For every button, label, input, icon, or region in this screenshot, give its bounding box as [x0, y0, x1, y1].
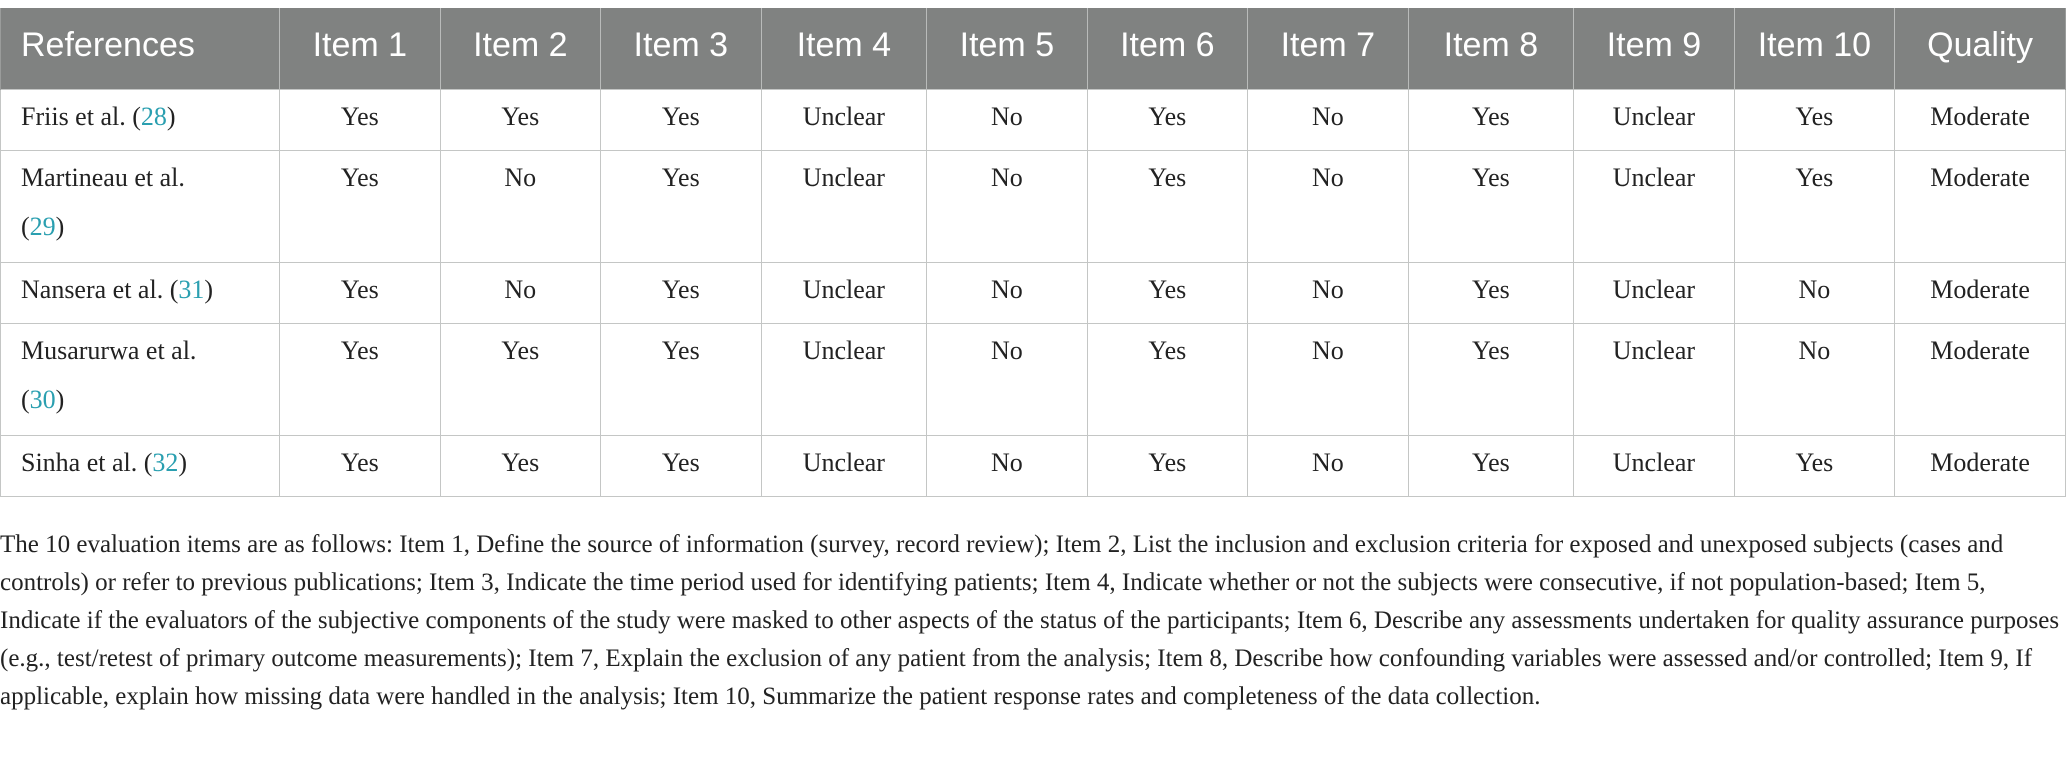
- item-cell: Unclear: [1574, 89, 1734, 150]
- item-cell: Yes: [601, 89, 761, 150]
- table-row: [1, 323, 2066, 435]
- item-cell: Yes: [601, 262, 761, 323]
- item-cell: Yes: [1087, 150, 1247, 262]
- reference-cell: [1, 435, 280, 496]
- item-cell: Yes: [1087, 89, 1247, 150]
- author-name: Nansera et al. (: [21, 274, 179, 304]
- citation-link[interactable]: 30: [29, 384, 56, 414]
- item-cell: Yes: [440, 89, 600, 150]
- table-row: [1, 89, 2066, 150]
- item-cell: No: [440, 150, 600, 262]
- author-close: ): [55, 384, 65, 414]
- item-cell: Yes: [280, 262, 440, 323]
- reference-cell: [1, 262, 280, 323]
- header-item-1: Item 1: [280, 8, 440, 89]
- item-cell: No: [927, 323, 1087, 435]
- item-cell: No: [927, 435, 1087, 496]
- item-cell: Yes: [1408, 262, 1574, 323]
- item-cell: Yes: [1734, 150, 1894, 262]
- author-close: ): [204, 274, 214, 304]
- author-close: ): [55, 211, 65, 241]
- reference-cell: [1, 323, 280, 435]
- table-footnote: The 10 evaluation items are as follows: Item 1, Define the source of information (survey, record review); Item 2, List the inclusion and exclusion criteria for exposed and unexposed subjects (cases and controls) or refer to previous publications; Item 3, Indicate the time period used for identifying patients; Item 4, Indicate whether or not the subjects were consecutive, if not population-based; Item 5, Indicate if the evaluators of the subjective components of the study were masked to other aspects of the status of the participants; Item 6, Describe any assessments undertaken for quality assurance purposes (e.g., test/retest of primary outcome measurements); Item 7, Explain the exclusion of any patient from the analysis; Item 8, Describe how confounding variables were assessed and/or controlled; Item 9, If applicable, explain how missing data were handled in the analysis; Item 10, Summarize the patient response rates and completeness of the data collection.: [0, 531, 2060, 710]
- item-cell: Yes: [440, 435, 600, 496]
- table-row: [1, 435, 2066, 496]
- item-cell: Yes: [280, 150, 440, 262]
- quality-assessment-table: [0, 8, 2066, 497]
- item-cell: Unclear: [1574, 150, 1734, 262]
- citation-link[interactable]: 31: [178, 274, 205, 304]
- item-cell: Yes: [1408, 435, 1574, 496]
- item-cell: Yes: [1734, 435, 1894, 496]
- item-cell: Unclear: [761, 150, 927, 262]
- item-cell: No: [1734, 323, 1894, 435]
- item-cell: No: [927, 89, 1087, 150]
- author-open: (: [21, 211, 30, 241]
- item-cell: No: [1248, 323, 1408, 435]
- citation-link[interactable]: 29: [29, 211, 56, 241]
- item-cell: Yes: [601, 435, 761, 496]
- item-cell: No: [927, 262, 1087, 323]
- item-cell: No: [440, 262, 600, 323]
- citation-link[interactable]: 28: [140, 101, 167, 131]
- quality-cell: Moderate: [1895, 435, 2066, 496]
- reference-cell: [1, 150, 280, 262]
- item-cell: Unclear: [761, 435, 927, 496]
- item-cell: No: [1248, 435, 1408, 496]
- author-close: ): [178, 447, 188, 477]
- quality-assessment-table-container: [0, 8, 2066, 497]
- header-item-6: Item 6: [1087, 8, 1247, 89]
- item-cell: No: [1248, 150, 1408, 262]
- item-cell: Unclear: [1574, 262, 1734, 323]
- item-cell: Yes: [1087, 262, 1247, 323]
- header-item-4: Item 4: [761, 8, 927, 89]
- item-cell: Yes: [440, 323, 600, 435]
- author-close: ): [166, 101, 176, 131]
- item-cell: No: [927, 150, 1087, 262]
- author-open: (: [21, 384, 30, 414]
- item-cell: Yes: [1734, 89, 1894, 150]
- quality-cell: Moderate: [1895, 323, 2066, 435]
- item-cell: Unclear: [1574, 435, 1734, 496]
- table-header-row: [1, 8, 2066, 89]
- item-cell: Yes: [601, 150, 761, 262]
- item-cell: Unclear: [761, 323, 927, 435]
- header-item-3: Item 3: [601, 8, 761, 89]
- item-cell: Yes: [1408, 323, 1574, 435]
- item-cell: Yes: [280, 323, 440, 435]
- header-item-2: Item 2: [440, 8, 600, 89]
- header-quality: Quality: [1895, 8, 2066, 89]
- item-cell: Unclear: [761, 89, 927, 150]
- quality-cell: Moderate: [1895, 262, 2066, 323]
- quality-cell: Moderate: [1895, 89, 2066, 150]
- author-name: Musarurwa et al.: [21, 335, 197, 365]
- quality-cell: Moderate: [1895, 150, 2066, 262]
- item-cell: Yes: [1408, 150, 1574, 262]
- item-cell: Unclear: [761, 262, 927, 323]
- header-references: References: [1, 8, 280, 89]
- header-item-10: Item 10: [1734, 8, 1894, 89]
- reference-cell: [1, 89, 280, 150]
- citation-link[interactable]: 32: [152, 447, 179, 477]
- author-name: Martineau et al.: [21, 162, 185, 192]
- item-cell: Yes: [280, 89, 440, 150]
- item-cell: No: [1248, 262, 1408, 323]
- author-name: Sinha et al. (: [21, 447, 153, 477]
- item-cell: Yes: [601, 323, 761, 435]
- author-name: Friis et al. (: [21, 101, 141, 131]
- header-item-5: Item 5: [927, 8, 1087, 89]
- table-row: [1, 150, 2066, 262]
- item-cell: Yes: [280, 435, 440, 496]
- header-item-7: Item 7: [1248, 8, 1408, 89]
- item-cell: Yes: [1087, 323, 1247, 435]
- header-item-9: Item 9: [1574, 8, 1734, 89]
- table-row: [1, 262, 2066, 323]
- item-cell: Yes: [1408, 89, 1574, 150]
- item-cell: No: [1734, 262, 1894, 323]
- item-cell: No: [1248, 89, 1408, 150]
- item-cell: Yes: [1087, 435, 1247, 496]
- header-item-8: Item 8: [1408, 8, 1574, 89]
- item-cell: Unclear: [1574, 323, 1734, 435]
